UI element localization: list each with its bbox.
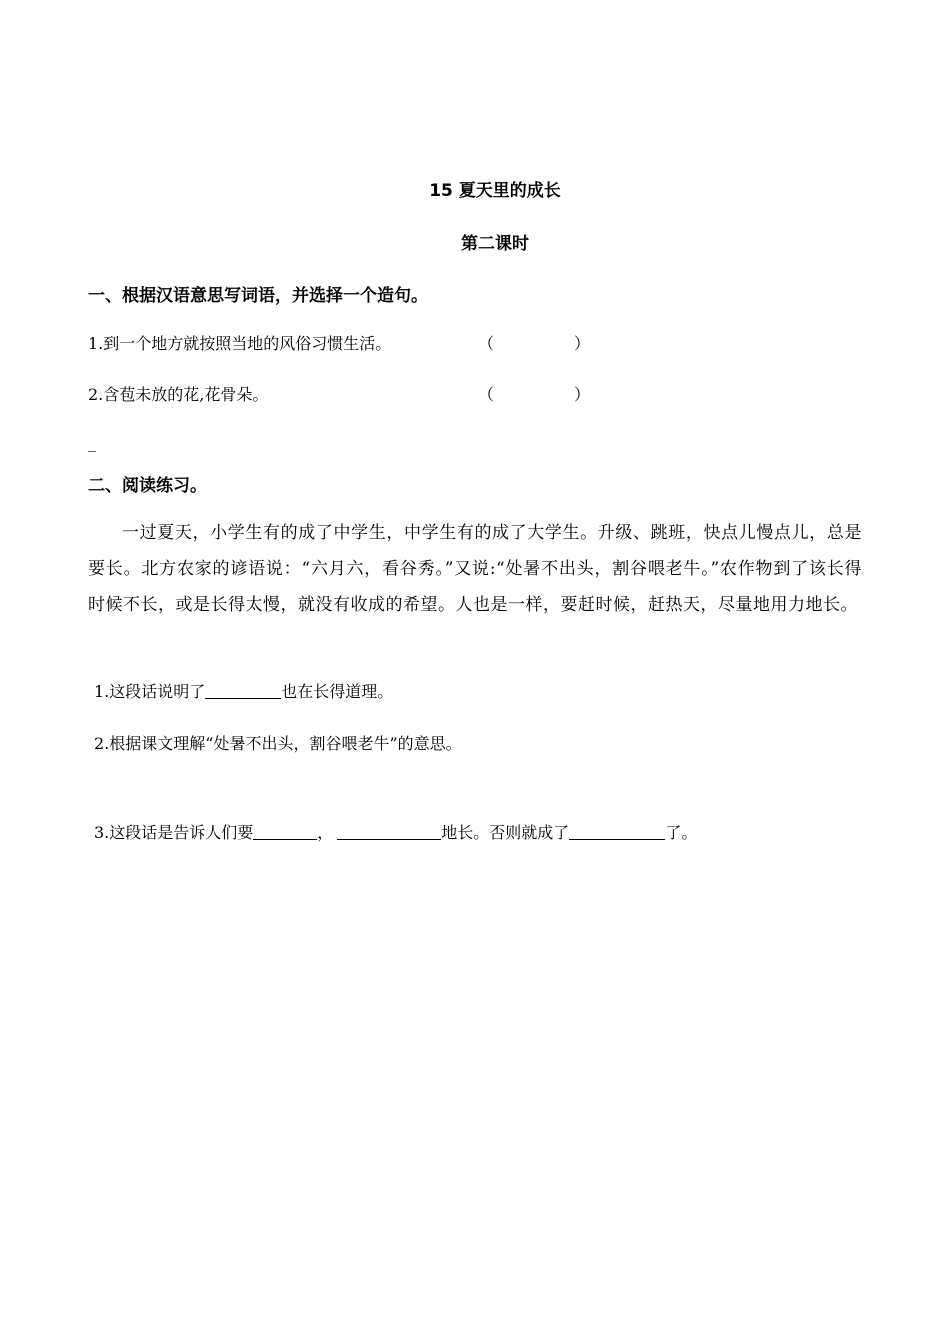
reading-question-2: 2.根据课文理解“处暑不出头，割谷喂老牛”的意思。 xyxy=(94,734,462,753)
q3-text-after: 了。 xyxy=(665,823,698,842)
answer-paren-close: ） xyxy=(574,385,591,404)
q3-separator: ， xyxy=(317,823,334,842)
section2-heading: 二、阅读练习。 xyxy=(88,476,207,496)
question-item: 1.到一个地方就按照当地的风俗习惯生活。 xyxy=(88,334,392,353)
answer-paren-open: （ xyxy=(478,334,495,353)
q3-text-before: 3.这段话是告诉人们要 xyxy=(94,823,254,842)
q3-text-mid: 地长。否则就成了 xyxy=(441,823,570,842)
q1-text-after: 也在长得道理。 xyxy=(281,682,394,701)
reading-passage: 一过夏天，小学生有的成了中学生，中学生有的成了大学生。升级、跳班，快点儿慢点儿，总是要长。北方农家的谚语说：“六月六，看谷秀。”又说:“处暑不出头，割谷喂老牛。”农作物到了该长得时候不长，或是长得太慢，就没有收成的希望。人也是一样，要赶时候，赶热天，尽量地用力地长。 xyxy=(88,523,862,615)
q1-text-before: 1.这段话说明了 xyxy=(94,682,206,701)
answer-paren-open: （ xyxy=(478,385,495,404)
question-item: 2.含苞未放的花,花骨朵。 xyxy=(88,385,269,404)
page-title: 15 夏天里的成长 xyxy=(429,181,561,201)
section1-heading: 一、根据汉语意思写词语，并选择一个造句。 xyxy=(88,286,428,306)
answer-blank[interactable] xyxy=(205,682,281,699)
answer-blank[interactable] xyxy=(569,823,665,840)
reading-question-3 xyxy=(94,820,697,843)
answer-blank[interactable] xyxy=(337,823,441,840)
page-subtitle: 第二课时 xyxy=(461,234,529,254)
answer-paren-close: ） xyxy=(574,334,591,353)
answer-blank[interactable] xyxy=(253,823,317,840)
reading-question-1 xyxy=(94,679,393,702)
stray-underscore: _ xyxy=(88,433,96,452)
